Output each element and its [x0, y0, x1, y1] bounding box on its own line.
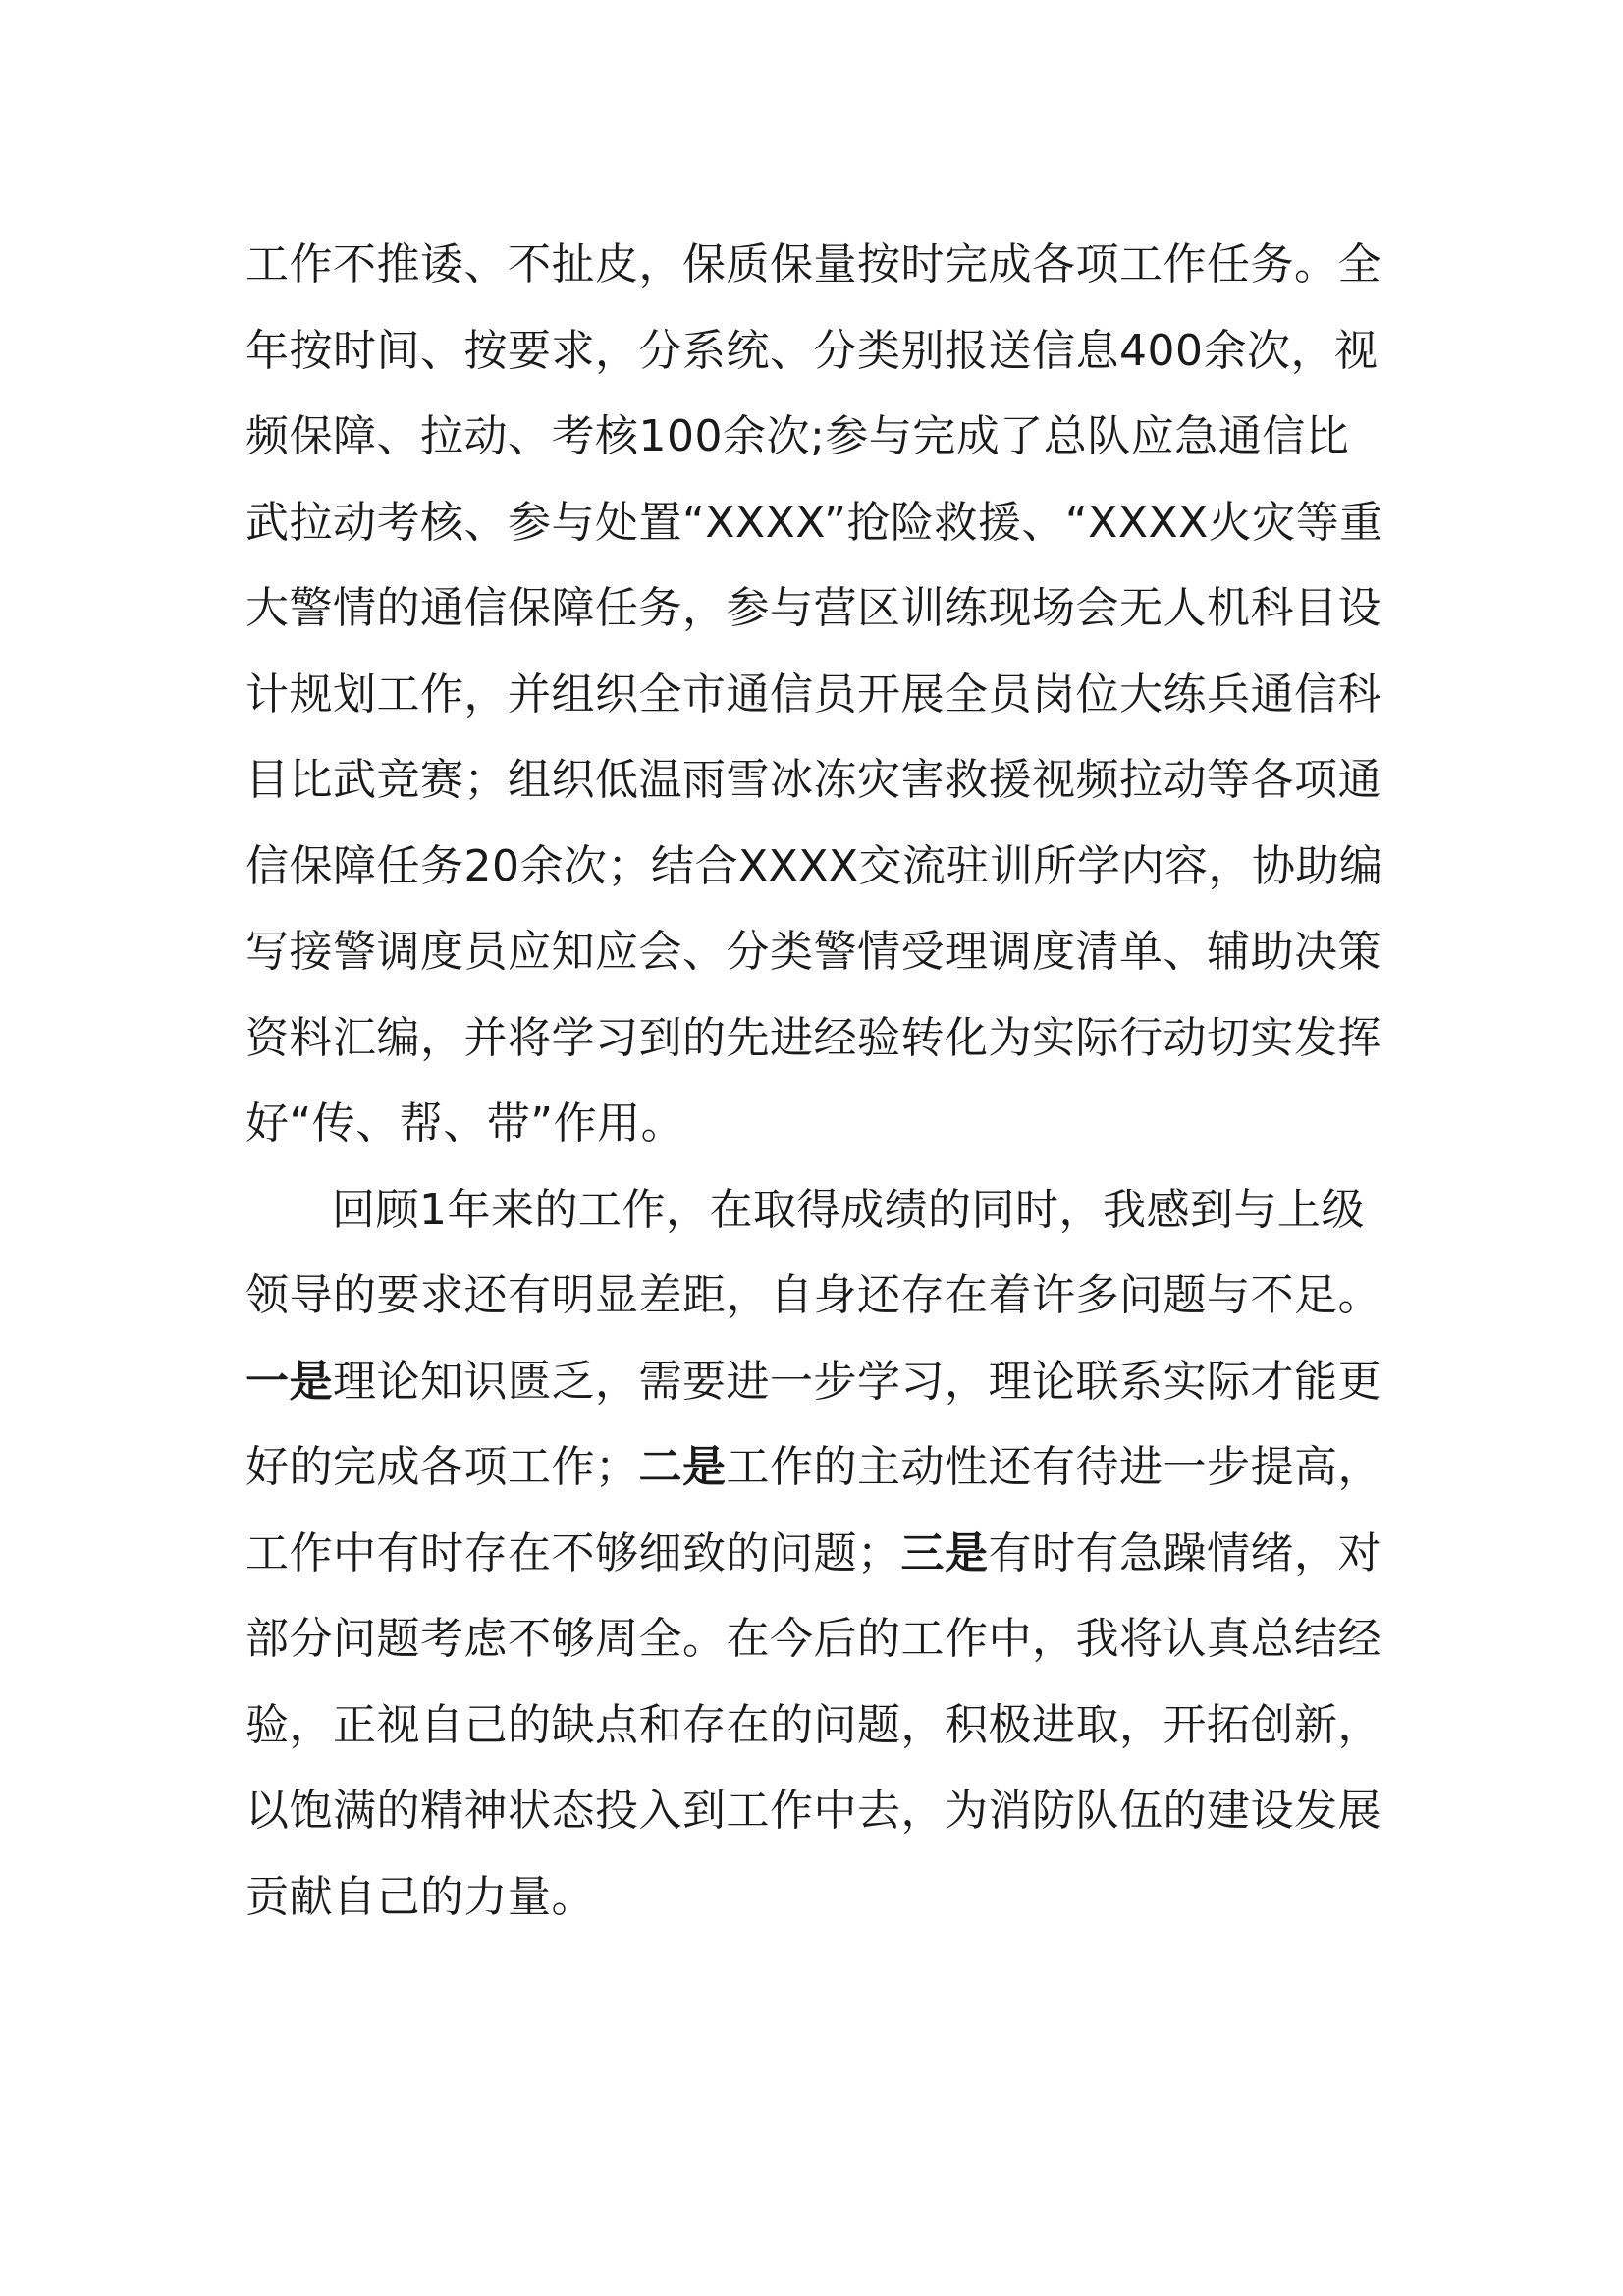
point-2-text: 工作的主动性还有待进一步提高，工作中有时存在不够细致的问题； [245, 1442, 1381, 1578]
point-3-text: 有时有急躁情绪，对部分问题考虑不够周全。在今后的工作中，我将认真总结经验，正视自己的缺点和存在的问题，积极进取，开拓创新，以饱满的精神状态投入到工作中去，为消防队伍的建设发展贡献自己的力量。 [245, 1527, 1381, 1922]
point-2-label: 二是 [638, 1442, 727, 1492]
paragraph-work-summary: 工作不推诿、不扯皮，保质保量按时完成各项工作任务。全年按时间、按要求，分系统、分类别报送信息400余次，视频保障、拉动、考核100余次;参与完成了总队应急通信比武拉动考核、参与处置“XXXX”抢险救援、“XXXX火灾等重大警情的通信保障任务，参与营区训练现场会无人机科目设计规划工作，并组织全市通信员开展全员岗位大练兵通信科目比武竞赛；组织低温雨雪冰冻灾害救援视频拉动等各项通信保障任务20余次；结合XXXX交流驻训所学内容，协助编写接警调度员应知应会、分类警情受理调度清单、辅助决策资料汇编，并将学习到的先进经验转化为实际行动切实发挥好“传、帮、带”作用。 [245, 240, 1383, 1148]
point-1-text: 理论知识匮乏，需要进一步学习，理论联系实际才能更好的完成各项工作； [245, 1356, 1381, 1492]
paragraph-review-shortcomings [245, 1167, 1389, 1941]
point-1-label: 一是 [245, 1356, 333, 1407]
point-3-label: 三是 [900, 1527, 989, 1578]
document-body [245, 222, 1389, 1940]
review-intro: 回顾1年来的工作，在取得成绩的同时，我感到与上级领导的要求还有明显差距，自身还存在着许多问题与不足。 [245, 1184, 1381, 1320]
